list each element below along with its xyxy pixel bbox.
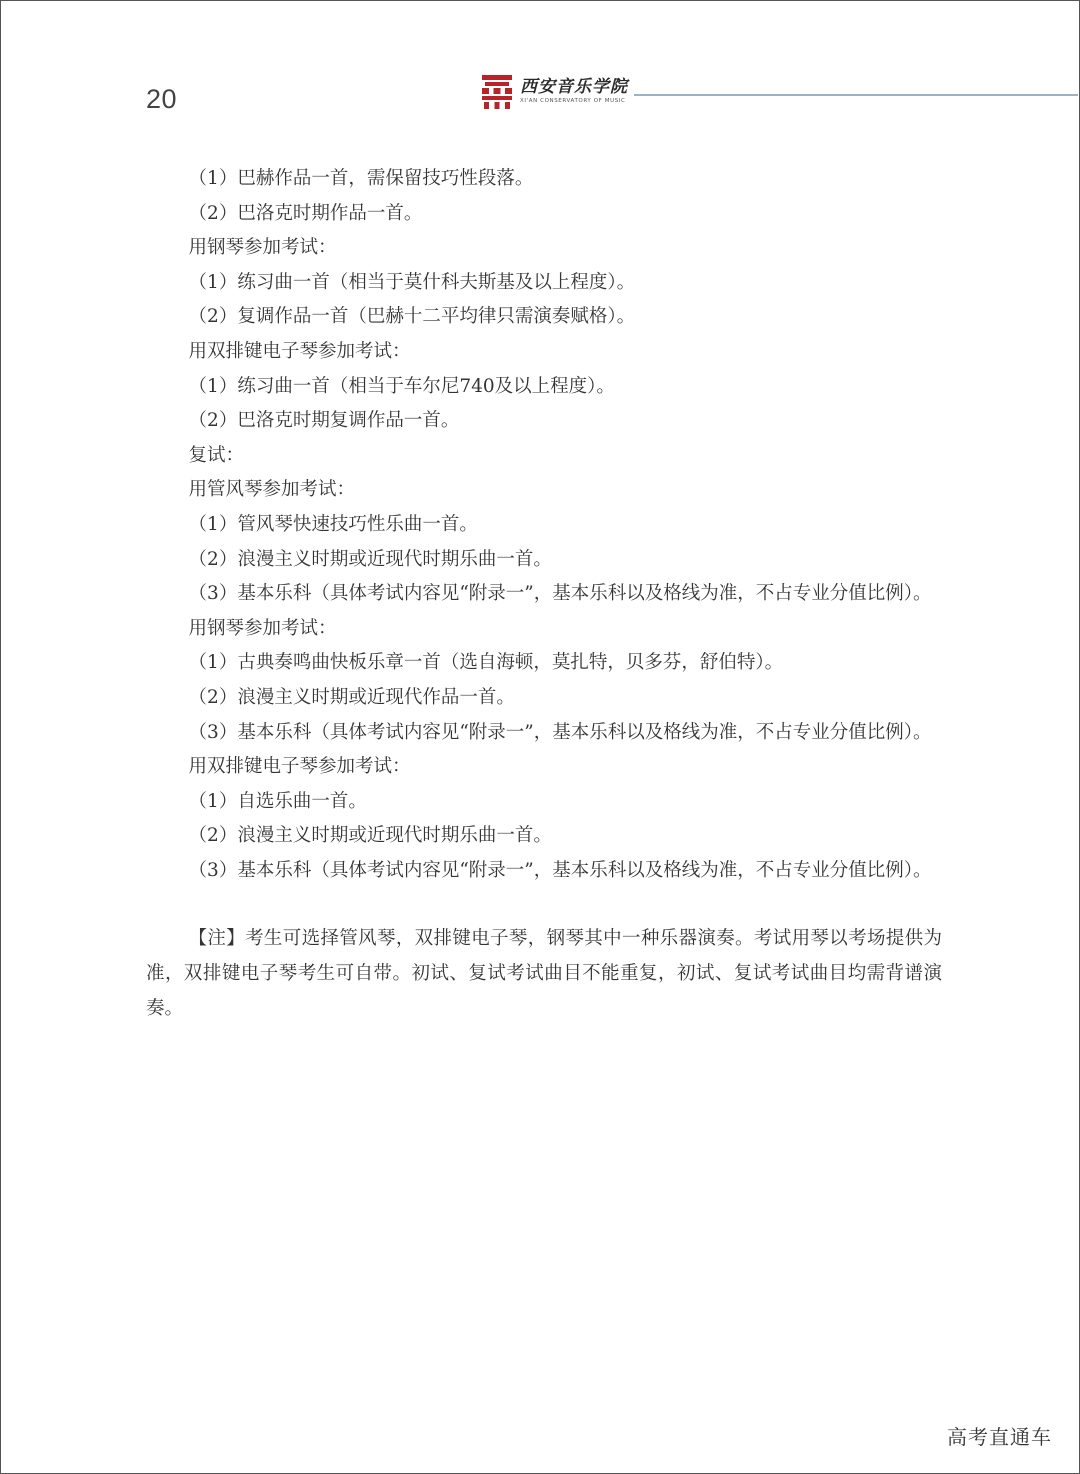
paragraph: 复试： <box>188 444 245 466</box>
paragraph: （1）巴赫作品一首，需保留技巧性段落。 <box>188 168 534 189</box>
paragraph: （1）管风琴快速技巧性乐曲一首。 <box>188 513 478 535</box>
paragraph: （3）基本乐科（具体考试内容见“附录一”，基本乐科以及格线为准，不占专业分值比例）。 <box>188 583 932 605</box>
conservatory-emblem-icon <box>480 73 514 111</box>
paragraph: （1）练习曲一首（相当于莫什科夫斯基及以上程度）。 <box>188 271 636 293</box>
paragraph: 用管风琴参加考试： <box>188 479 356 501</box>
paragraph: （2）巴洛克时期作品一首。 <box>188 202 423 224</box>
header-rule <box>634 94 1078 96</box>
logo-chinese-name: 西安音乐学院 <box>520 77 628 98</box>
paragraph: （3）基本乐科（具体考试内容见“附录一”，基本乐科以及格线为准，不占专业分值比例）。 <box>188 859 932 881</box>
paragraph: （2）巴洛克时期复调作品一首。 <box>188 410 460 432</box>
note-paragraph: 【注】考生可选择管风琴，双排键电子琴，钢琴其中一种乐器演奏。考试用琴以考场提供为准，双排键电子琴考生可自带。初试、复试考试曲目不能重复，初试、复试考试曲目均需背谱演奏。 <box>146 928 942 1019</box>
paragraph: 用钢琴参加考试： <box>188 617 337 639</box>
paragraph: （2）浪漫主义时期或近现代时期乐曲一首。 <box>188 825 552 847</box>
logo-english-name: XI'AN CONSERVATORY OF MUSIC <box>520 98 626 105</box>
section-spacer <box>146 888 942 922</box>
paragraph: （2）浪漫主义时期或近现代作品一首。 <box>188 686 515 708</box>
page-number: 20 <box>146 84 178 114</box>
conservatory-logo <box>480 72 628 112</box>
paragraph: 用钢琴参加考试： <box>188 237 337 259</box>
paragraph: 用双排键电子琴参加考试： <box>188 756 411 778</box>
paragraph: （1）自选乐曲一首。 <box>188 790 367 812</box>
paragraph: （2）复调作品一首（巴赫十二平均律只需演奏赋格）。 <box>188 306 636 328</box>
body-text <box>146 162 942 1026</box>
paragraph: （1）练习曲一首（相当于车尔尼740及以上程度）。 <box>188 375 615 397</box>
paragraph: （3）基本乐科（具体考试内容见“附录一”，基本乐科以及格线为准，不占专业分值比例）。 <box>188 721 932 743</box>
paragraph: （2）浪漫主义时期或近现代时期乐曲一首。 <box>188 548 552 570</box>
paragraph: 用双排键电子琴参加考试： <box>188 340 411 362</box>
watermark-text: 高考直通车 <box>947 1425 1052 1449</box>
paragraph: （1）古典奏鸣曲快板乐章一首（选自海顿，莫扎特，贝多芬，舒伯特）。 <box>188 652 784 674</box>
